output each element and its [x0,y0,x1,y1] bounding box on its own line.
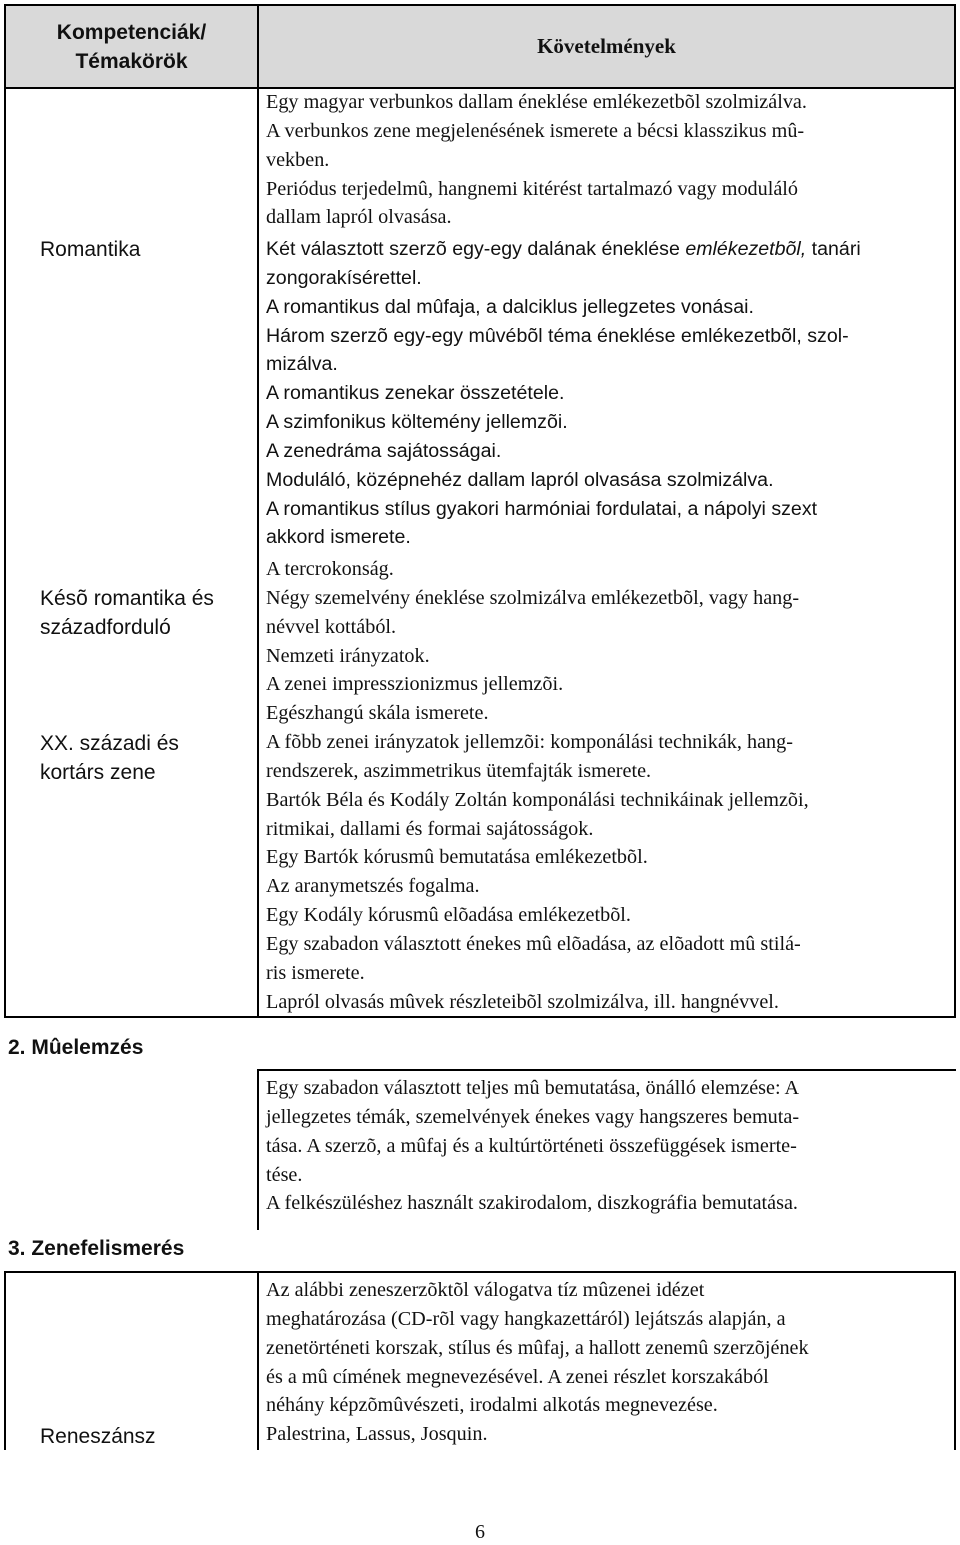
requirement-item: Periódus terjedelmû, hangnemi kitérést tartalmazó vagy moduláló dallam lapról olvasása. [266,177,799,229]
table2-border-top [257,1069,956,1071]
requirement-item: A verbunkos zene megjelenésének ismerete a bécsi klasszikus mû- vekben. [266,119,805,171]
requirement-text: Két választott szerzõ egy-egy dalának éneklése [266,238,686,260]
requirement-item: A romantikus zenekar összetétele. [266,382,565,405]
requirement-emphasis: emlékezetbõl, [685,238,807,260]
table3-border-left [4,1272,6,1450]
requirement-item: Lapról olvasás mûvek részleteibõl szolmizálva, ill. hangnévvel. [266,990,779,1013]
requirement-item: Három szerzõ egy-egy mûvébõl téma éneklése emlékezetbõl, szol- mizálva. [266,324,849,376]
requirement-item: Moduláló, középnehéz dallam lapról olvasása szolmizálva. [266,468,774,491]
muelemzes-item: A felkészüléshez használt szakirodalom, diszkográfia bemutatása. [266,1192,798,1215]
requirement-item: A szimfonikus költemény jellemzõi. [266,411,568,434]
section-muelemzes: 2. Mûelemzés [8,1036,144,1059]
requirement-item: A tercrokonság. [266,558,394,580]
requirement-item: Egészhangú skála ismerete. [266,702,489,725]
muelemzes-block [266,1074,950,1218]
section-zenefelismeres: 3. Zenefelismerés [8,1237,185,1260]
header-requirements [258,4,956,89]
requirement-item: A zenedráma sajátosságai. [266,439,502,462]
requirement-item: Négy szemelvény éneklése szolmizálva emlékezetbõl, vagy hang- névvel kottából. [266,586,800,638]
requirement-item: Nemzeti irányzatok. [266,644,430,667]
requirement-item: A zenei impresszionizmus jellemzõi. [266,673,564,696]
table3-border-middle [257,1272,259,1450]
requirement-item [266,235,950,293]
zenefelismeres-item: Palestrina, Lassus, Josquin. [266,1423,488,1446]
requirement-item: Egy Kodály kórusmû elõadása emlékezetbõl. [266,904,631,927]
topic-xx-szazad: XX. századi és kortárs zene [40,732,179,784]
table3-border-top [4,1271,956,1273]
requirements-romantika-block [266,235,950,552]
topic-reneszansz: Reneszánsz [40,1425,156,1448]
requirement-item: A romantikus dal mûfaja, a dalciklus jellegzetes vonásai. [266,295,754,318]
muelemzes-item: Egy szabadon választott teljes mû bemutatása, önálló elemzése: A jellegzetes témák, szemelvények énekes vagy hangszeres bemuta- tása. A szerzõ, a mûfaj és a kultúrtörténeti összefüggések ismerte- tése. [266,1077,800,1186]
zenefelismeres-block [266,1276,950,1449]
header-requirements-label: Követelmények [537,34,676,58]
requirement-text: tanári zongorakísérettel. [266,238,861,289]
requirement-item: A fõbb zenei irányzatok jellemzõi: komponálási technikák, hang- rendszerek, aszimmetrikus ütemfajták ismerete. [266,731,793,782]
requirements-late-block [266,555,950,1017]
requirement-item: A romantikus stílus gyakori harmóniai fordulatai, a nápolyi szext akkord ismerete. [266,497,818,549]
requirement-item: Bartók Béla és Kodály Zoltán komponálási technikáinak jellemzõi, ritmikai, dallami és formai sajátosságok. [266,788,809,840]
table-border-middle [257,89,259,1017]
requirement-item: Egy magyar verbunkos dallam éneklése emlékezetbõl szolmizálva. [266,91,807,113]
requirement-item: Egy Bartók kórusmû bemutatása emlékezetbõl. [266,846,648,869]
requirements-serif-block [266,88,950,232]
table-border-right [954,89,956,1017]
header-competencies-label: Kompetenciák/ Témakörök [56,20,207,73]
topic-keso-romantika: Késõ romantika és századforduló [40,587,214,639]
table3-border-right [954,1272,956,1450]
requirement-item: Az aranymetszés fogalma. [266,875,480,898]
requirement-item: Egy szabadon választott énekes mû elõadása, az elõadott mû stilá- ris ismerete. [266,932,801,984]
zenefelismeres-item: Az alábbi zeneszerzõktõl válogatva tíz mûzenei idézet meghatározása (CD-rõl vagy hangkazettáról) lejátszás alapján, a zenetörténeti korszak, stílus és mûfaj, a hallott zenemû szerzõjének és a mû címének megnevezésével. A zenei részlet korszakából néhány képzõmûvészeti, irodalmi alkotás megnevezése. [266,1279,809,1417]
page-number: 6 [475,1521,485,1543]
table2-border-middle [257,1070,259,1230]
topic-romantika: Romantika [40,238,141,261]
header-competencies [4,4,258,89]
table-border-left [4,89,6,1017]
